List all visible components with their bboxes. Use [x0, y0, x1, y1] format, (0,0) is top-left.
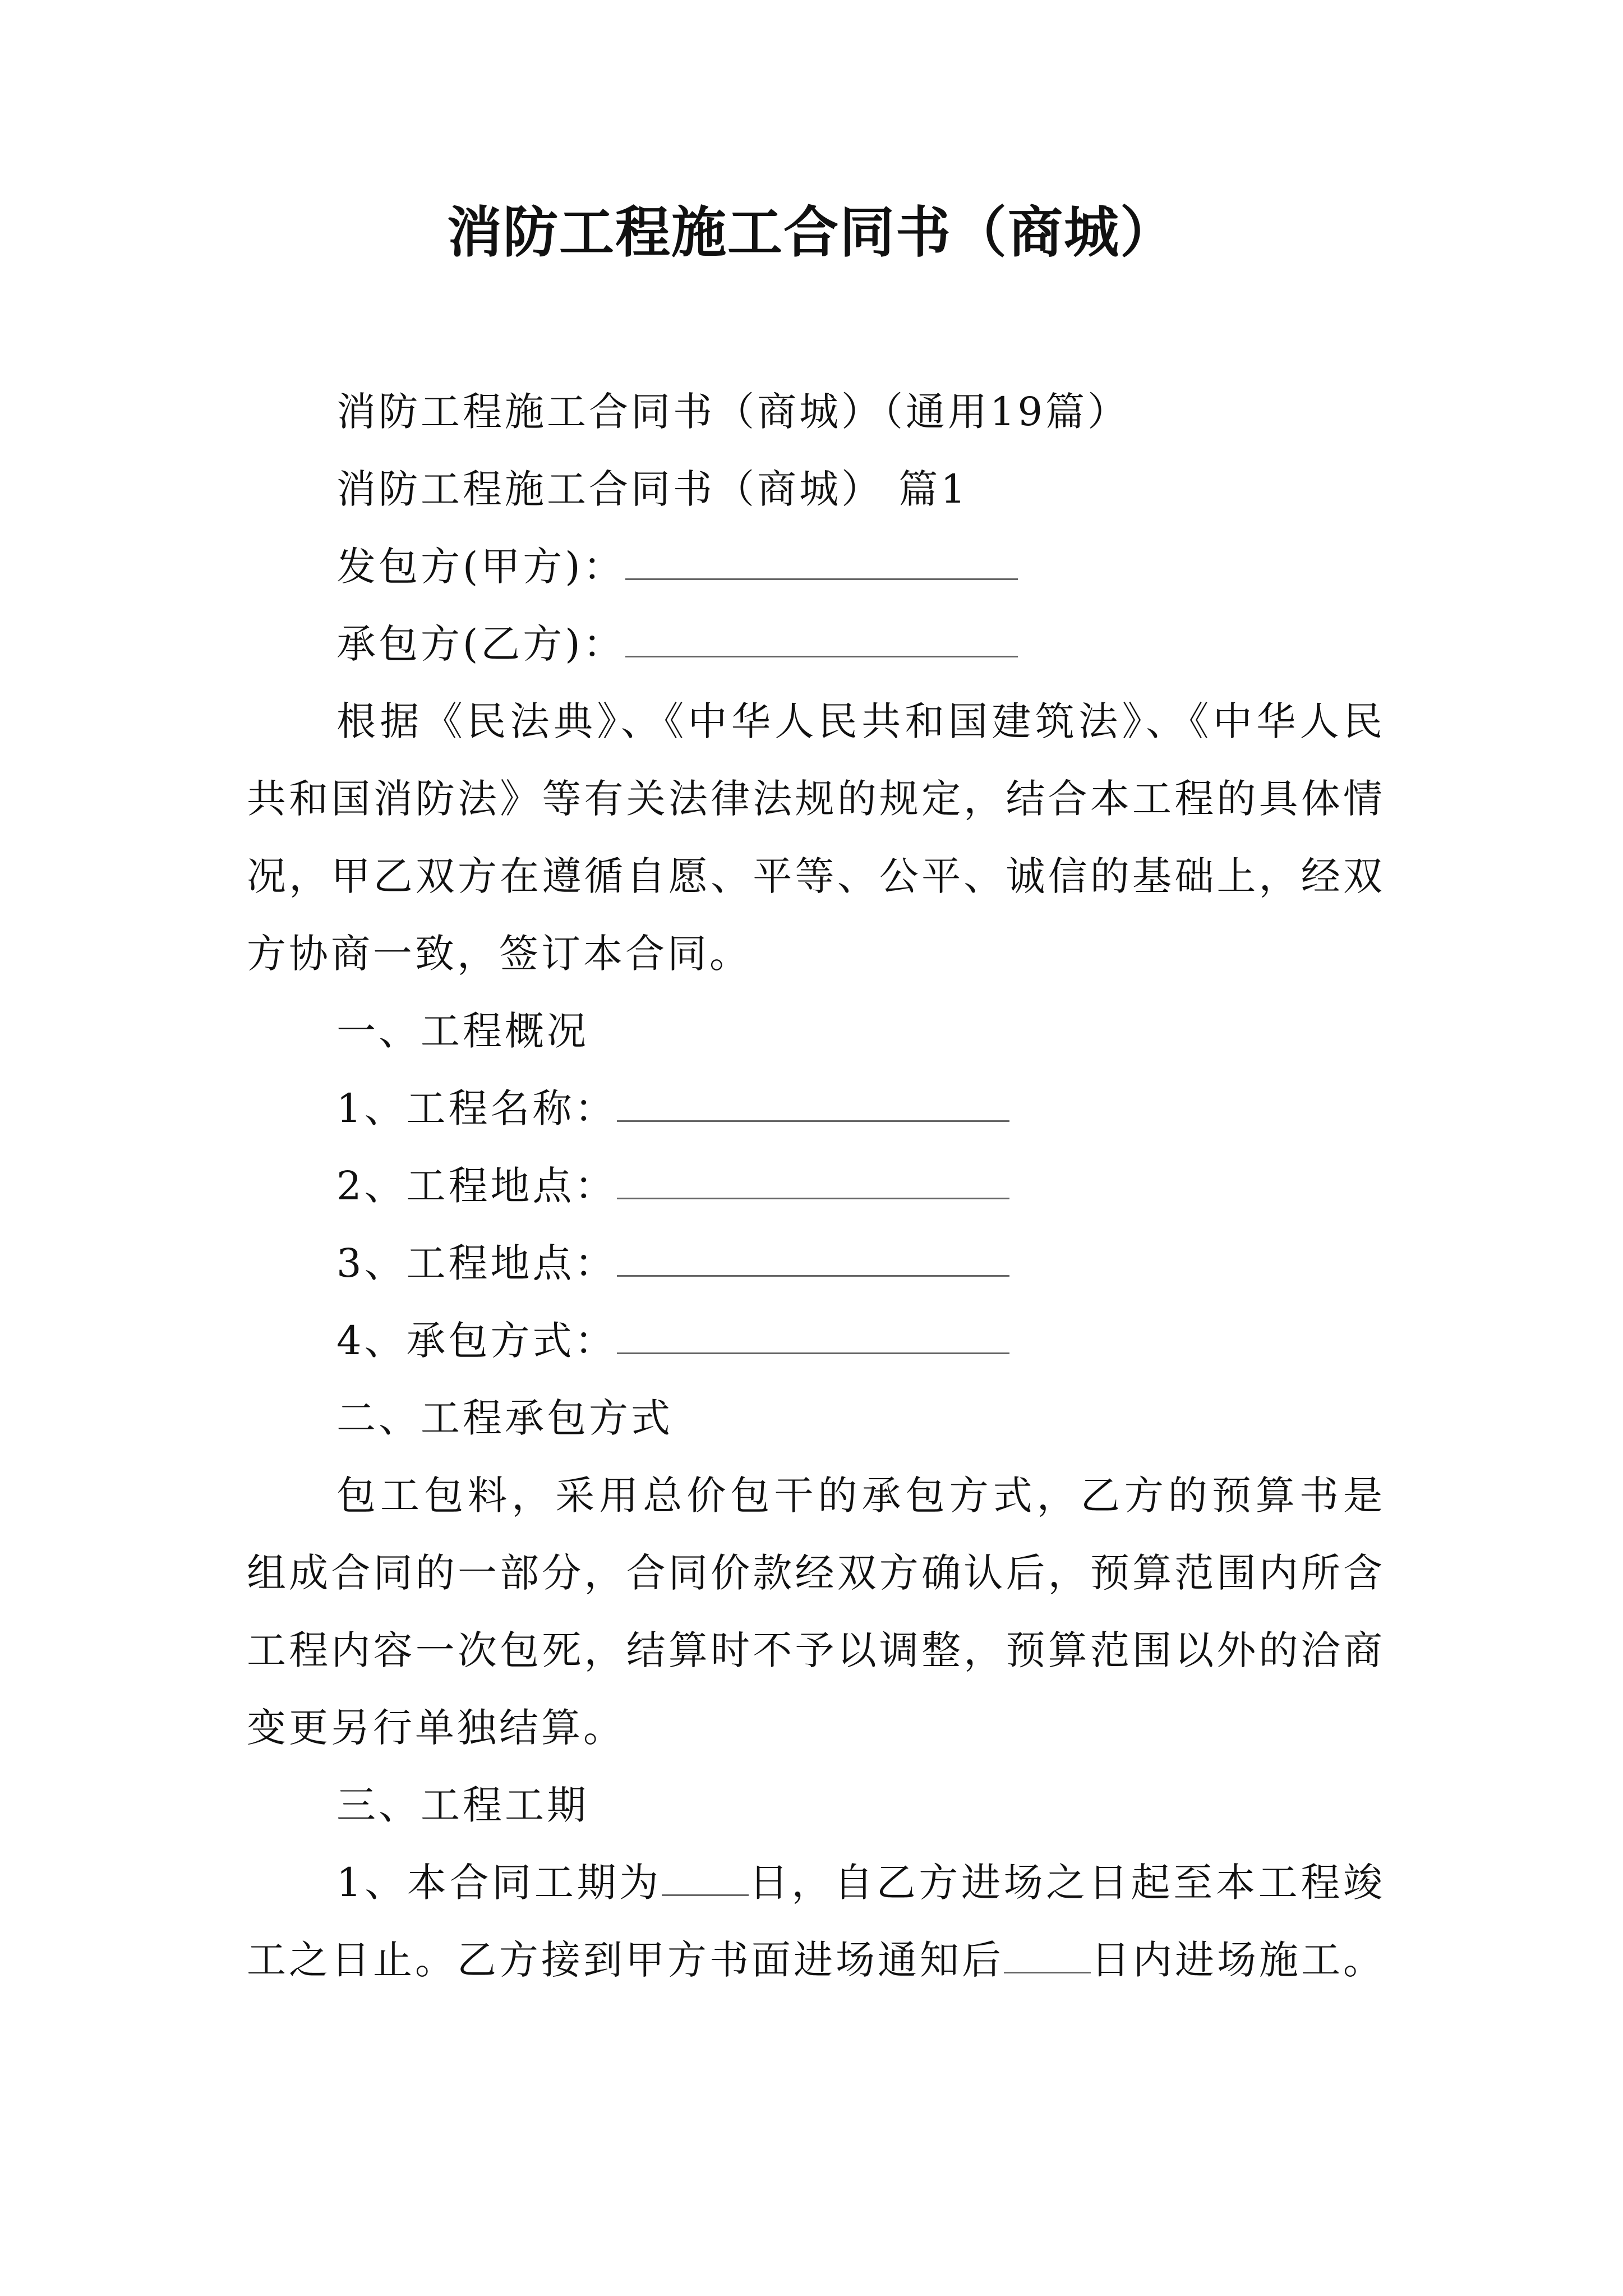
- party-a-label: 发包方(甲方)：: [336, 544, 625, 590]
- duration-text-b: 日，自乙方进场之日起至本工程竣工之日止。乙方接到甲方书面进场通知后: [247, 1860, 1385, 1983]
- document-body: [247, 373, 1385, 1999]
- party-b-line: [247, 605, 1385, 683]
- project-location-blank-2: [617, 1236, 1009, 1277]
- duration-text-c: 日内进场施工。: [1091, 1937, 1385, 1983]
- party-a-blank: [625, 539, 1018, 580]
- subtitle: 消防工程施工合同书（商城）（通用19篇）: [336, 389, 1130, 435]
- party-b-blank: [625, 616, 1018, 657]
- section-3-paragraph: [247, 1844, 1385, 1999]
- project-name-label: 1、工程名称：: [336, 1085, 617, 1131]
- section-2-heading: 二、工程承包方式: [336, 1395, 673, 1441]
- contract-mode-line: [247, 1302, 1385, 1379]
- project-location-line: [247, 1147, 1385, 1225]
- project-location-label: 2、工程地点：: [336, 1163, 617, 1209]
- project-name-line: [247, 1070, 1385, 1147]
- section-heading: 消防工程施工合同书（商城） 篇1: [336, 466, 969, 512]
- project-location-blank: [617, 1158, 1009, 1199]
- project-location-line-2: [247, 1225, 1385, 1302]
- duration-text-a: 1、本合同工期为: [336, 1860, 662, 1906]
- contract-mode-label: 4、承包方式：: [336, 1318, 617, 1364]
- intro-paragraph: 根据《民法典》、《中华人民共和国建筑法》、《中华人民共和国消防法》等有关法律法规的规定，结合本工程的具体情况，甲乙双方在遵循自愿、平等、公平、诚信的基础上，经双方协商一致，签订本合同。: [247, 698, 1385, 977]
- section-2-paragraph: 包工包料，采用总价包干的承包方式，乙方的预算书是组成合同的一部分，合同价款经双方确认后，预算范围内所含工程内容一次包死，结算时不予以调整，预算范围以外的洽商变更另行单独结算。: [247, 1473, 1385, 1751]
- party-a-line: [247, 528, 1385, 605]
- contract-mode-blank: [617, 1313, 1009, 1354]
- duration-days-blank: [662, 1855, 749, 1896]
- section-1-heading: 一、工程概况: [336, 1008, 589, 1054]
- document-title: 消防工程施工合同书（商城）: [446, 200, 1176, 265]
- entry-days-blank: [1004, 1932, 1091, 1973]
- section-3-heading: 三、工程工期: [336, 1782, 589, 1828]
- party-b-label: 承包方(乙方)：: [336, 621, 625, 667]
- project-location-label-2: 3、工程地点：: [336, 1240, 617, 1286]
- project-name-blank: [617, 1081, 1009, 1122]
